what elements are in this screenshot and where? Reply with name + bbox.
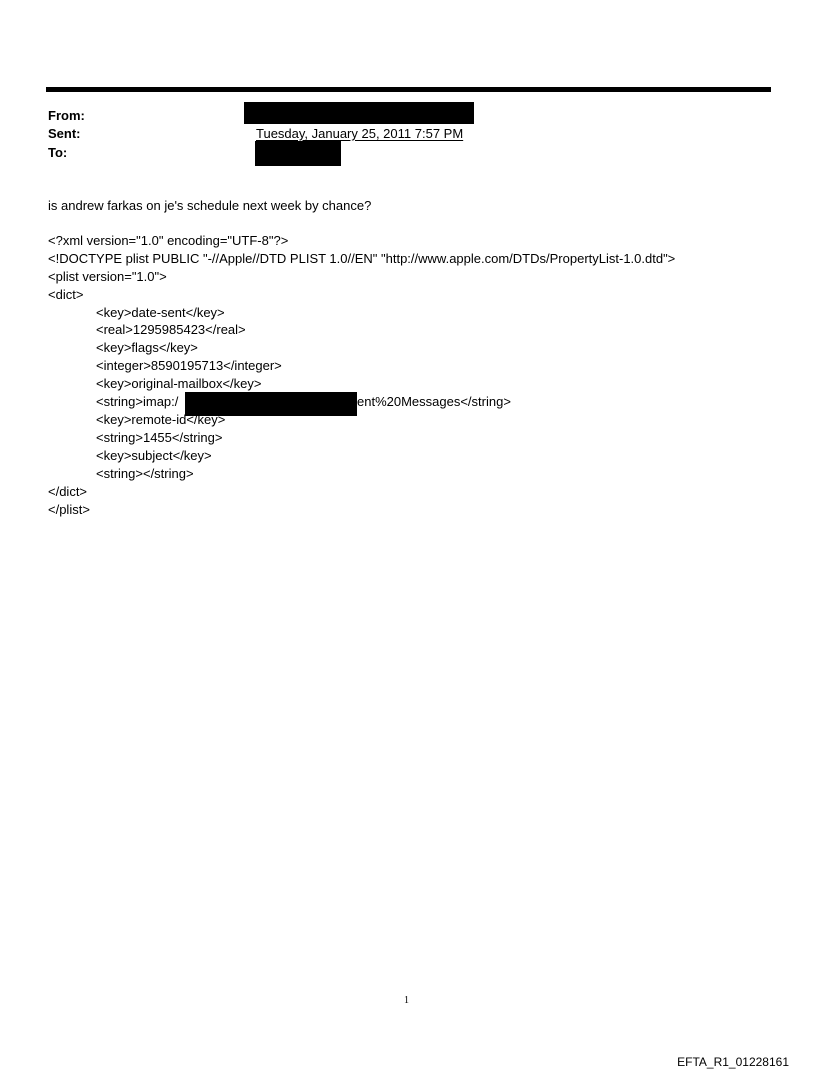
plist-entry: <string>1455</string> [96,430,223,445]
dict-close: </dict> [48,484,88,499]
plist-entry: <string></string> [96,466,194,481]
plist-entry: <key>subject</key> [96,448,212,463]
header-rule [46,87,771,92]
plist-entry-suffix: ent%20Messages</string> [357,394,511,409]
plist-entry: <key>flags</key> [96,340,198,355]
document-id: EFTA_R1_01228161 [677,1055,789,1069]
plist-entry: <real>1295985423</real> [96,322,246,337]
page-number: 1 [404,995,409,1006]
plist-close: </plist> [48,502,90,517]
plist-open: <plist version="1.0"> [48,269,167,284]
sent-value: Tuesday, January 25, 2011 7:57 PM [256,126,464,141]
doctype-line: <!DOCTYPE plist PUBLIC "-//Apple//DTD PLIST 1.0//EN" "http://www.apple.com/DTDs/PropertyList-1.0.dtd"> [48,251,676,266]
to-redaction [255,141,341,166]
xml-declaration: <?xml version="1.0" encoding="UTF-8"?> [48,233,289,248]
from-label: From: [48,108,85,123]
plist-entry: <key>remote-id</key> [96,412,226,427]
to-label: To: [48,145,68,160]
plist-entry: <key>date-sent</key> [96,305,225,320]
dict-open: <dict> [48,287,84,302]
message-text: is andrew farkas on je's schedule next week by chance? [48,198,372,213]
plist-entry: <string>imap:/ [96,394,179,409]
plist-entry: <integer>8590195713</integer> [96,358,282,373]
from-redaction [244,102,474,124]
sent-label: Sent: [48,126,81,141]
plist-entry: <key>original-mailbox</key> [96,376,262,391]
